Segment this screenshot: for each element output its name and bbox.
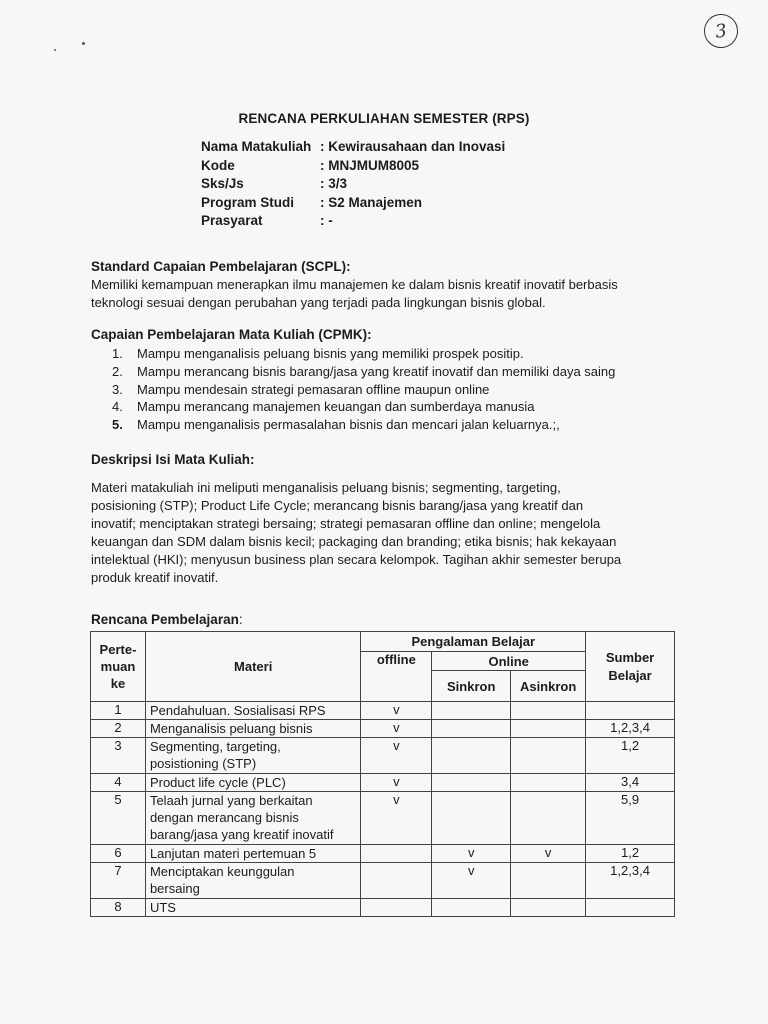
- table-header-row: [91, 632, 675, 652]
- cell-offline: v: [361, 774, 432, 792]
- scan-speck: [54, 49, 56, 51]
- header-sumber: [586, 632, 675, 702]
- cell-no: 2: [91, 720, 146, 738]
- cell-materi: [145, 863, 360, 899]
- header-online: Online: [432, 652, 586, 671]
- table-row: [91, 863, 675, 899]
- cell-sinkron: v: [432, 845, 511, 863]
- cell-materi: [145, 792, 360, 845]
- cell-sumber: 1,2,3,4: [586, 863, 675, 899]
- cell-asinkron: [511, 702, 586, 720]
- cell-no: 7: [91, 863, 146, 899]
- header-sinkron: Sinkron: [432, 671, 511, 702]
- materi-line: barang/jasa yang kreatif inovatif: [149, 827, 334, 842]
- header-text: Belajar: [608, 667, 652, 683]
- header-text: Perte-: [99, 642, 137, 657]
- cpmk-item: [112, 398, 615, 416]
- materi-line: bersaing: [149, 881, 200, 896]
- cpmk-text: Mampu menganalisis permasalahan bisnis dan mencari jalan keluarnya.;,: [137, 417, 560, 433]
- info-label: Sks/Js: [201, 176, 244, 191]
- materi-line: Pendahuluan. Sosialisasi RPS: [149, 703, 326, 718]
- cpmk-item: [112, 381, 615, 399]
- materi-line: Lanjutan materi pertemuan 5: [149, 846, 317, 861]
- scan-speck: [82, 42, 85, 45]
- cell-asinkron: [511, 738, 586, 774]
- materi-line: posistioning (STP): [149, 756, 257, 771]
- deskripsi-text: [91, 479, 681, 587]
- info-row-prasyarat: [201, 212, 505, 231]
- cell-asinkron: [511, 899, 586, 917]
- cell-materi: [145, 899, 360, 917]
- info-label: Prasyarat: [201, 213, 263, 228]
- cell-no: 4: [91, 774, 146, 792]
- cell-materi: [145, 774, 360, 792]
- header-offline: offline: [361, 652, 432, 702]
- info-label: Kode: [201, 157, 235, 173]
- cell-offline: [361, 863, 432, 899]
- cell-no: 5: [91, 792, 146, 845]
- info-label: Program Studi: [201, 194, 295, 210]
- header-materi: Materi: [145, 632, 360, 702]
- deskripsi-line: posisioning (STP); Product Life Cycle; merancang bisnis barang/jasa yang kreatif dan: [91, 498, 584, 513]
- materi-line: Telaah jurnal yang berkaitan: [149, 793, 313, 808]
- scpl-heading: Standard Capaian Pembelajaran (SCPL):: [91, 259, 351, 274]
- cpmk-text: Mampu mendesain strategi pemasaran offline maupun online: [137, 381, 490, 397]
- cell-sinkron: [432, 774, 511, 792]
- deskripsi-line: intelektual (HKI); menyusun business plan secara kelompok. Tagihan akhir semester berupa: [91, 552, 622, 567]
- cell-no: 8: [91, 899, 146, 917]
- header-pengalaman: Pengalaman Belajar: [361, 632, 586, 652]
- materi-line: dengan merancang bisnis: [149, 810, 299, 825]
- cpmk-heading: Capaian Pembelajaran Mata Kuliah (CPMK):: [91, 327, 372, 342]
- document-title: RENCANA PERKULIAHAN SEMESTER (RPS): [238, 111, 530, 126]
- cell-sinkron: [432, 738, 511, 774]
- cell-asinkron: [511, 720, 586, 738]
- info-label: Nama Matakuliah: [201, 139, 312, 154]
- cpmk-list: [112, 345, 615, 434]
- cell-sinkron: [432, 899, 511, 917]
- cell-offline: v: [361, 702, 432, 720]
- course-info: [201, 138, 505, 231]
- cell-sumber: 5,9: [586, 792, 675, 845]
- cell-offline: v: [361, 738, 432, 774]
- deskripsi-heading: Deskripsi Isi Mata Kuliah:: [91, 452, 255, 467]
- rencana-heading-text: Rencana Pembelajaran: [91, 612, 239, 627]
- cell-no: 3: [91, 738, 146, 774]
- table-row: [91, 774, 675, 792]
- materi-line: UTS: [149, 900, 176, 915]
- cpmk-number: 1.: [112, 346, 123, 361]
- table-row: [91, 792, 675, 845]
- table-row: [91, 720, 675, 738]
- cell-sumber: 1,2: [586, 845, 675, 863]
- cell-sumber: 3,4: [586, 774, 675, 792]
- info-row-nama: [201, 138, 505, 157]
- cell-offline: v: [361, 792, 432, 845]
- info-value: : -: [320, 213, 333, 228]
- cell-asinkron: [511, 863, 586, 899]
- info-row-prodi: [201, 194, 505, 213]
- materi-line: Menciptakan keunggulan: [149, 864, 295, 879]
- cell-materi: [145, 720, 360, 738]
- cell-sinkron: [432, 720, 511, 738]
- cpmk-item: [112, 363, 615, 381]
- cell-sumber: [586, 899, 675, 917]
- rencana-heading: [91, 612, 243, 627]
- cell-offline: [361, 845, 432, 863]
- cpmk-text: Mampu menganalisis peluang bisnis yang memiliki prospek positip.: [137, 346, 524, 361]
- info-value: : MNJMUM8005: [320, 157, 420, 173]
- cell-sinkron: [432, 702, 511, 720]
- materi-line: Segmenting, targeting,: [149, 739, 281, 754]
- cell-no: 1: [91, 702, 146, 720]
- scpl-line: Memiliki kemampuan menerapkan ilmu manajemen ke dalam bisnis kreatif inovatif berbasis: [91, 277, 618, 292]
- cell-offline: v: [361, 720, 432, 738]
- table-row: [91, 845, 675, 863]
- header-text: ke: [110, 676, 126, 691]
- cell-sumber: 1,2: [586, 738, 675, 774]
- rencana-table: [90, 631, 675, 917]
- deskripsi-line: produk kreatif inovatif.: [91, 570, 219, 585]
- deskripsi-line: inovatif; menciptakan strategi bersaing; strategi pemasaran offline dan online; mengelola: [91, 516, 601, 531]
- page-number: 3: [702, 12, 740, 50]
- cell-asinkron: v: [511, 845, 586, 863]
- cpmk-item: [112, 416, 615, 434]
- cell-asinkron: [511, 774, 586, 792]
- cell-no: 6: [91, 845, 146, 863]
- header-text: Sumber: [605, 649, 655, 665]
- cpmk-number: 3.: [112, 381, 123, 397]
- cpmk-text: Mampu merancang manajemen keuangan dan sumberdaya manusia: [137, 399, 535, 415]
- header-asinkron: Asinkron: [511, 671, 586, 702]
- table-row: [91, 738, 675, 774]
- cpmk-number: 2.: [112, 363, 123, 379]
- rencana-heading-colon: :: [238, 612, 243, 627]
- cell-materi: [145, 702, 360, 720]
- materi-line: Menganalisis peluang bisnis: [149, 721, 313, 736]
- cpmk-number: 4.: [112, 399, 123, 415]
- deskripsi-line: Materi matakuliah ini meliputi menganalisis peluang bisnis; segmenting, targeting,: [91, 480, 561, 495]
- cpmk-item: [112, 345, 615, 363]
- cpmk-text: Mampu merancang bisnis barang/jasa yang kreatif inovatif dan memiliki daya saing: [137, 363, 616, 379]
- cell-offline: [361, 899, 432, 917]
- cpmk-number: 5.: [112, 417, 123, 433]
- info-row-sks: [201, 175, 505, 194]
- header-text: muan: [100, 659, 136, 674]
- scpl-text: [91, 276, 681, 312]
- info-value: : Kewirausahaan dan Inovasi: [320, 139, 506, 154]
- cell-sumber: 1,2,3,4: [586, 720, 675, 738]
- header-pertemuan: [91, 632, 146, 702]
- cell-sumber: [586, 702, 675, 720]
- cell-sinkron: [432, 792, 511, 845]
- info-value: : 3/3: [320, 176, 348, 191]
- cell-materi: [145, 845, 360, 863]
- deskripsi-line: keuangan dan SDM dalam bisnis kecil; packaging dan branding; etika bisnis; hak kekayaan: [91, 534, 617, 549]
- materi-line: Product life cycle (PLC): [149, 775, 286, 790]
- cell-asinkron: [511, 792, 586, 845]
- cell-sinkron: v: [432, 863, 511, 899]
- scpl-line: teknologi sesuai dengan perubahan yang terjadi pada lingkungan bisnis global.: [91, 295, 546, 310]
- info-row-kode: [201, 157, 505, 176]
- cell-materi: [145, 738, 360, 774]
- info-value: : S2 Manajemen: [320, 194, 423, 210]
- table-row: [91, 899, 675, 917]
- table-row: [91, 702, 675, 720]
